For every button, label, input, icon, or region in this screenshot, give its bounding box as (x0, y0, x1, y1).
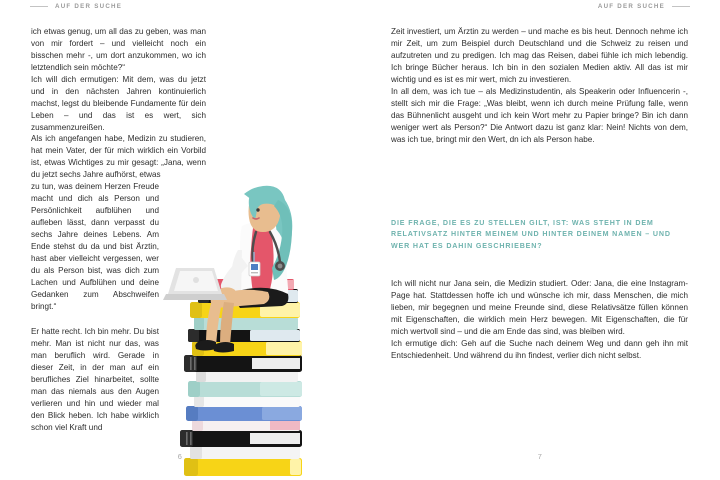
paragraph: zu tun, was deinem Herzen Freude macht und dich als Person und Persönlichkeit aufblühen und aufleben lässt, dann verpasst du sechs Jahre deines Lebens. Am Ende stehst du da und bist Ärztin, hast aber vielleicht vergessen, wer du als Person bist, was dich zum Lachen und Aufblühen und deine Gedanken zum Abschweifen bringt.“ (31, 182, 159, 312)
paragraph: Ich will dich ermutigen: Mit dem, was du jetzt und in den nächsten Jahren kontinuierlich machst, legst du bleibende Fundamente für dein Leben – und das ist es wert, sich zusammenzureißen. (31, 75, 206, 133)
running-head-left-label: AUF DER SUCHE (55, 3, 123, 10)
paragraph: Zeit investiert, um Ärztin zu werden – und mache es bis heut. Dennoch nehme ich mir Zeit, um zum Beispiel durch Deutschland und die Schweiz zu reisen und aufzutreten und zu predigen. Ich mag das Reisen, dabei fühle ich mich lebendig. Ich bringe Bücher heraus. Ich bin in den sozialen Medien aktiv. All das ist mir wichtig und es ist es mir wert, mich zu investieren. (391, 27, 688, 85)
right-column-top (391, 26, 688, 146)
left-column-wrapped (31, 181, 159, 314)
pull-quote-block (391, 218, 688, 252)
folio-left: 6 (177, 452, 183, 461)
running-head-left (30, 3, 122, 10)
paragraph: Ich ermutige dich: Geh auf die Suche nach deinem Weg und dann geh ihn mit Entschiedenheit. Und während du ihn findest, verlier dich nicht selbst. (391, 339, 688, 361)
right-column-bottom (391, 278, 688, 362)
left-column-bottom (31, 326, 159, 434)
running-head-right-label: AUF DER SUCHE (597, 3, 665, 10)
paragraph: Als ich angefangen habe, Medizin zu studieren, hat mein Vater, der für mich wirklich ein Vorbild ist, etwas Wichtiges zu mir gesagt: „Jana, wenn du jetzt sechs Jahre aufhörst, etwas (31, 134, 206, 180)
rule-icon (672, 6, 690, 7)
right-page (360, 0, 720, 480)
left-column-top (31, 26, 206, 134)
left-column-middle-wide (31, 133, 206, 181)
rule-icon (30, 6, 48, 7)
pull-quote: DIE FRAGE, DIE ES ZU STELLEN GILT, IST: WAS STEHT IN DEM RELATIVSATZ HINTER MEINEM UND HINTER DEINEM NAMEN – UND WER HAT ES DAHIN GESCHRIEBEN? (391, 219, 671, 250)
running-head-right (598, 3, 690, 10)
paragraph: In all dem, was ich tue – als Medizinstudentin, als Speakerin oder Influencerin -, stellt sich mir die Frage: „Was bleibt, wenn ich durch meine Prüfung falle, wenn das Bühnenlicht ausgeht und ich kein Wort mehr zu Papier bringe? Bin ich dann weniger wert als Person?“ Die Antwort dazu ist ganz klar: Nein! Nichts von dem, was ich tue, bringt mir den Wert, dn ich als Person habe. (391, 87, 688, 145)
folio-right: 7 (537, 452, 543, 461)
paragraph: ich etwas genug, um all das zu geben, was man von mir fordert – und vielleicht noch ein bisschen mehr -, um dort anzukommen, wo ich letztendlich sein möchte?“ (31, 27, 206, 73)
paragraph: Er hatte recht. Ich bin mehr. Du bist mehr. Man ist nicht nur das, was man beruflich wird. Gerade in dieser Zeit, in der man auf ein berufliches Ziel hinarbeitet, sollte man das niemals aus den Augen verlieren und hin und wieder mal den Blick heben. Ich habe wirklich schon viel Kraft und (31, 327, 159, 433)
paragraph: Ich will nicht nur Jana sein, die Medizin studiert. Oder: Jana, die eine Instagram-Page hat. Stattdessen hoffe ich und wünsche ich mir, dass Menschen, die mich lieben, mir begegnen und meine Freunde sind, diese Relativsätze füllen können mit Eigenschaften, die wirklich mein Herz bewegen. Mit Eigenschaften, die für mich wertvoll sind – und die am Ende das sind, was bleiben wird. (391, 279, 688, 337)
